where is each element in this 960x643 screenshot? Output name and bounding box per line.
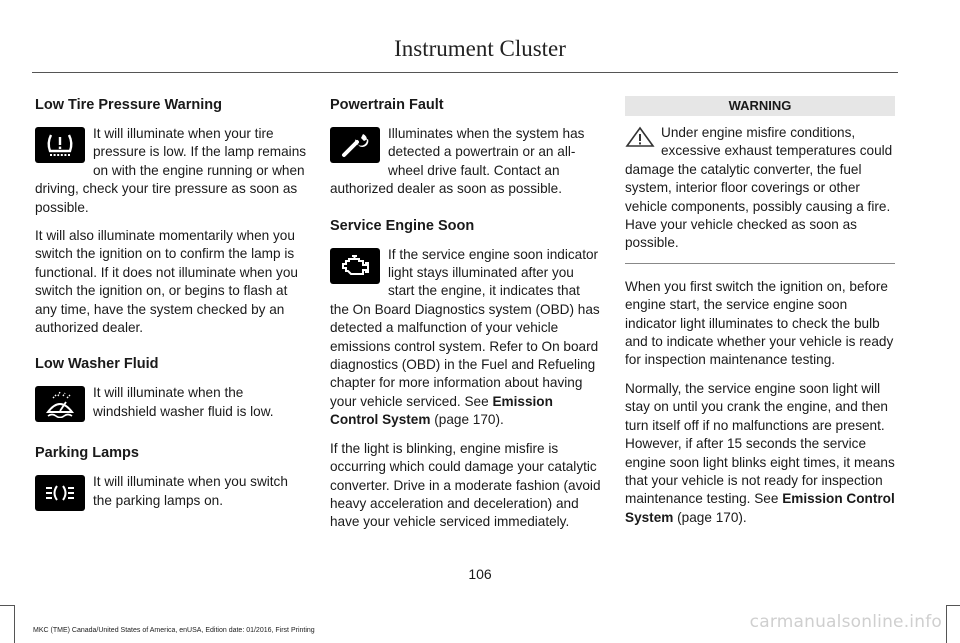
section-heading: Low Washer Fluid	[35, 356, 159, 373]
column-2	[330, 96, 602, 550]
section-powertrain-fault	[330, 96, 602, 199]
warning-header: WARNING	[625, 96, 895, 116]
section-heading: Service Engine Soon	[330, 217, 475, 234]
column-3	[625, 96, 895, 537]
page-number: 106	[468, 566, 492, 582]
edition-footer: MKC (TME) Canada/United States of America, enUSA, Edition date: 01/2016, First Printing	[33, 627, 315, 634]
engine-icon	[330, 248, 380, 284]
icon-paragraph	[35, 125, 307, 217]
paragraph: Normally, the service engine soon light will stay on until you crank the engine, and then turn itself off if no malfunctions are present. However, if after 15 seconds the service engine soon light blinks eight times, it means that your vehicle is not ready for inspection maintenance testing. See Emission Control System (page 170).	[625, 380, 895, 525]
paragraph: It will illuminate when your tire pressure is low. If the lamp remains on with the engine running or when driving, check your tire pressure as soon as possible.	[35, 126, 307, 215]
paragraph: If the light is blinking, engine misfire is occurring which could damage your catalytic converter. Drive in a moderate fashion (avoid heavy acceleration and deceleration) and have your vehicle serviced immediately.	[330, 440, 601, 530]
icon-paragraph	[35, 473, 307, 515]
header-rule	[32, 72, 898, 73]
parking-lamps-icon	[35, 475, 85, 511]
warning-text: Under engine misfire conditions, excessive exhaust temperatures could damage the catalytic converter, the fuel system, interior floor coverings or other vehicle components, possibly causing a fire. Have your vehicle checked as soon as possible.	[625, 125, 893, 251]
section-heading: Parking Lamps	[35, 445, 139, 462]
section-low-washer-fluid	[35, 355, 307, 426]
crop-mark	[0, 605, 14, 606]
icon-paragraph	[330, 125, 602, 199]
tire-pressure-warning-icon	[35, 127, 85, 163]
paragraph: When you first switch the ignition on, before engine start, the service engine soon indicator light illuminates to check the bulb and to indicate whether your vehicle is ready for inspection maintenance testing.	[625, 278, 894, 368]
paragraph: It will illuminate when you switch the parking lamps on.	[93, 474, 288, 508]
warning-rule	[625, 263, 895, 264]
paragraph: Illuminates when the system has detected a powertrain or an all-wheel drive fault. Contact an authorized dealer as soon as possible.	[330, 126, 585, 197]
paragraph: It will illuminate when the windshield washer fluid is low.	[93, 385, 274, 419]
section-service-engine-soon	[330, 217, 602, 532]
column-1	[35, 96, 307, 533]
page-title: Instrument Cluster	[394, 36, 566, 61]
paragraph: It will also illuminate momentarily when you switch the ignition on to confirm the lamp is functional. If it does not illuminate when you switch the ignition on, or begins to flash at any time, have the system checked by an authorized dealer.	[35, 228, 298, 336]
section-low-tire-pressure	[35, 96, 307, 337]
crop-mark	[14, 605, 15, 643]
crop-mark	[946, 605, 960, 606]
crop-mark	[946, 605, 947, 643]
icon-paragraph	[35, 384, 307, 426]
warning-triangle-icon	[625, 126, 655, 148]
section-heading: Powertrain Fault	[330, 97, 444, 113]
section-heading: Low Tire Pressure Warning	[35, 97, 222, 113]
section-parking-lamps	[35, 444, 307, 515]
wrench-icon	[330, 127, 380, 163]
icon-paragraph	[330, 246, 602, 430]
emission-control-system-link[interactable]: Emission Control System	[625, 491, 895, 525]
paragraph: If the service engine soon indicator light stays illuminated after you start the engine, it indicates that the On Board Diagnostics system (OBD) has detected a malfunction of your vehicle emissions control system. Refer to On board diagnostics (OBD) in the Fuel and Refueling chapter for more information about having your vehicle serviced. See Emission Control System (page 170).	[330, 246, 600, 428]
watermark: carmanualsonline.info	[749, 612, 942, 632]
emission-control-system-link[interactable]: Emission Control System	[330, 393, 553, 428]
washer-fluid-icon	[35, 386, 85, 422]
warning-box	[625, 124, 895, 253]
